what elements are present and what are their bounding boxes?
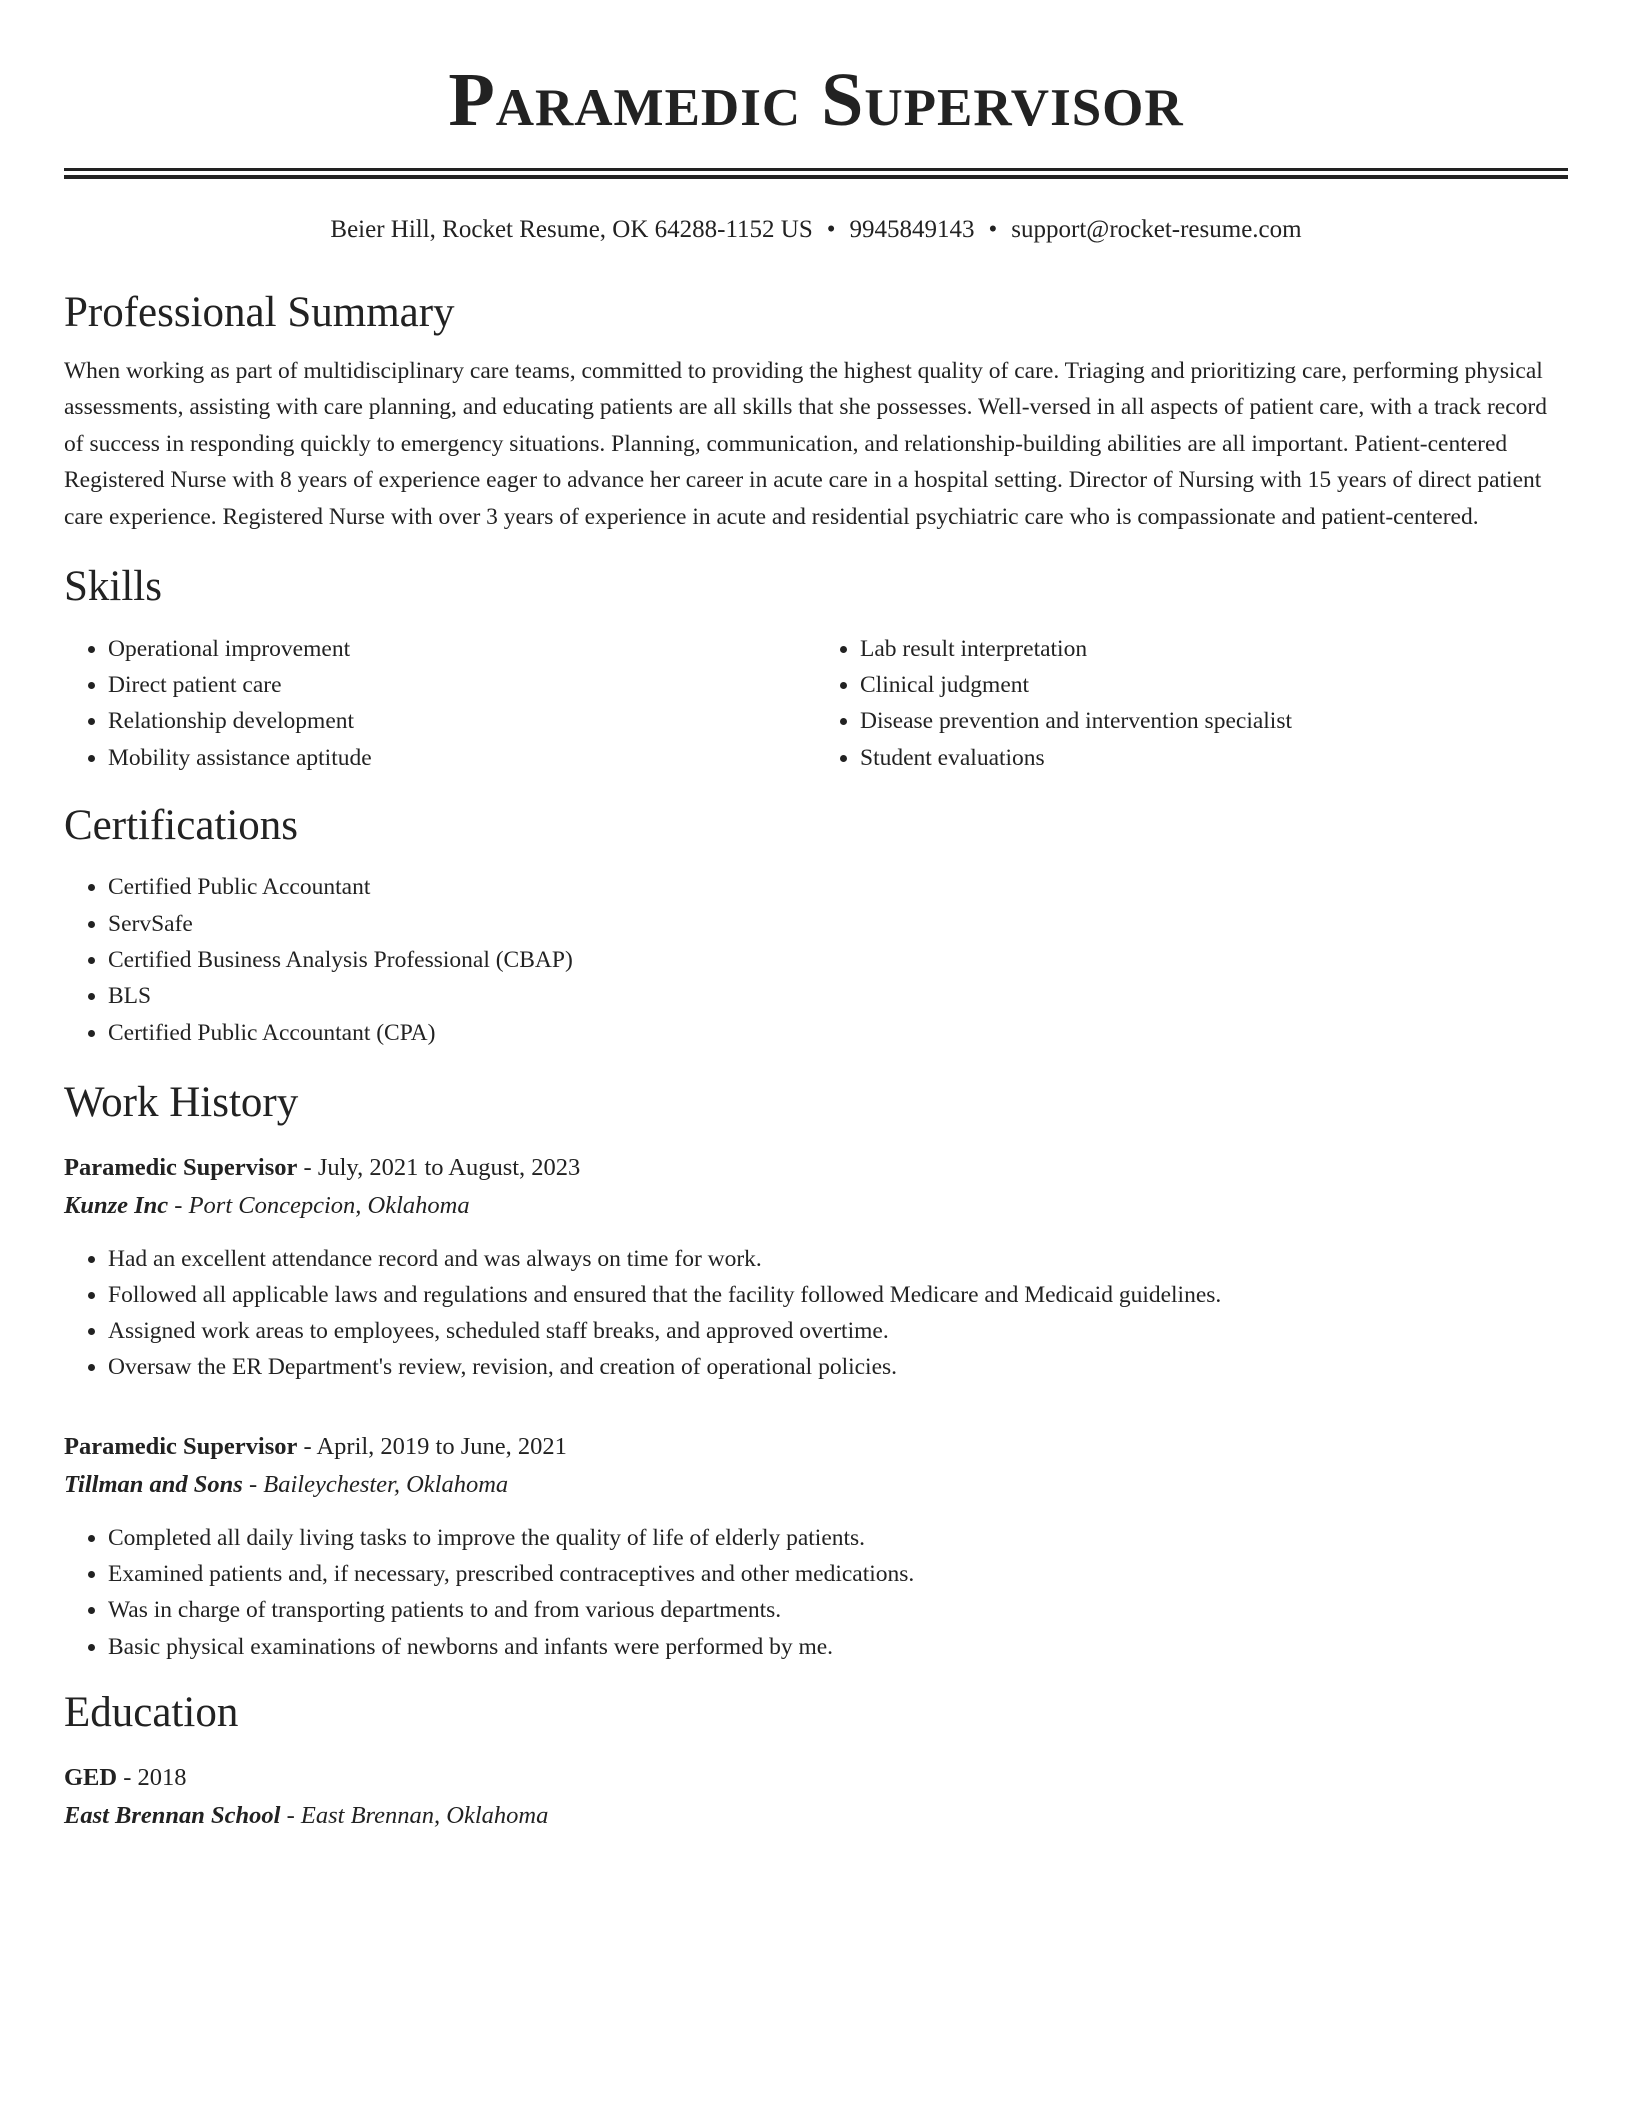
skill-item: • Lab result interpretation: [860, 631, 1568, 667]
skill-item: • Mobility assistance aptitude: [108, 740, 816, 776]
skill-item: • Disease prevention and intervention specialist: [860, 703, 1568, 739]
contact-phone: 9945849143: [849, 216, 975, 243]
education-heading: Education: [64, 1688, 239, 1736]
certification-item: • Certified Public Accountant (CPA): [108, 1015, 1568, 1051]
skills-column-right: [816, 631, 1568, 776]
education-entry: [64, 1759, 1568, 1835]
job-location: - Baileychester, Oklahoma: [242, 1470, 509, 1498]
contact-line: [64, 215, 1568, 245]
job-duty: • Assigned work areas to employees, scheduled staff breaks, and approved overtime.: [108, 1313, 1568, 1349]
contact-separator: •: [826, 216, 836, 243]
job-role: Paramedic Supervisor: [64, 1153, 298, 1181]
certifications-heading: Certifications: [64, 801, 299, 849]
job-title-line: [64, 1428, 1568, 1466]
job-title-line: [64, 1149, 1568, 1187]
skill-item: • Student evaluations: [860, 740, 1568, 776]
job-duty: • Was in charge of transporting patients to and from various departments.: [108, 1592, 1568, 1628]
job-duty: • Basic physical examinations of newborns and infants were performed by me.: [108, 1629, 1568, 1665]
certification-item: • BLS: [108, 978, 1568, 1014]
job-location: - Port Concepcion, Oklahoma: [168, 1191, 470, 1219]
job-duty: • Followed all applicable laws and regulations and ensured that the facility followed Medicare and Medicaid guidelines.: [108, 1277, 1568, 1313]
contact-email: support@rocket-resume.com: [1011, 216, 1302, 243]
work-history-heading: Work History: [64, 1078, 299, 1126]
job-duty: • Had an excellent attendance record and was always on time for work.: [108, 1241, 1568, 1277]
job-duty: • Examined patients and, if necessary, prescribed contraceptives and other medications.: [108, 1556, 1568, 1592]
school-line: [64, 1797, 1568, 1835]
job-duties: [64, 1520, 1568, 1665]
candidate-name: Paramedic Supervisor: [448, 58, 1184, 142]
job-role: Paramedic Supervisor: [64, 1432, 298, 1460]
skill-item: • Direct patient care: [108, 667, 816, 703]
certification-item: • Certified Business Analysis Professional (CBAP): [108, 942, 1568, 978]
job-company: Tillman and Sons: [64, 1470, 243, 1498]
contact-separator: •: [988, 216, 998, 243]
job-duty: • Completed all daily living tasks to improve the quality of life of elderly patients.: [108, 1520, 1568, 1556]
skill-item: • Operational improvement: [108, 631, 816, 667]
summary-text: When working as part of multidisciplinary care teams, committed to providing the highest quality of care. Triaging and prioritizing care, performing physical assessments, assisting with care planning, and educating patients are all skills that she possesses. Well-versed in all aspects of patient care, with a track record of success in responding quickly to emergency situations. Planning, communication, and relationship-building abilities are all important. Patient-centered Registered Nurse with 8 years of experience eager to advance her career in acute care in a hospital setting. Director of Nursing with 15 years of direct patient care experience. Registered Nurse with over 3 years of experience in acute and residential psychiatric care who is compassionate and patient-centered.: [64, 357, 1547, 530]
job-duties: [64, 1241, 1568, 1386]
school-location: - East Brennan, Oklahoma: [280, 1801, 549, 1829]
contact-address: Beier Hill, Rocket Resume, OK 64288-1152 US: [330, 216, 813, 243]
job-duty: • Oversaw the ER Department's review, revision, and creation of operational policies.: [108, 1349, 1568, 1385]
certifications-list: [64, 869, 1568, 1050]
skills-heading: Skills: [64, 563, 162, 611]
certification-item: • Certified Public Accountant: [108, 869, 1568, 905]
degree-line: [64, 1759, 1568, 1797]
job-company: Kunze Inc: [64, 1191, 169, 1219]
skills-column-left: [64, 631, 816, 776]
skills-list: [64, 631, 1568, 776]
certification-item: • ServSafe: [108, 906, 1568, 942]
graduation-year: - 2018: [117, 1763, 187, 1791]
header-divider: [64, 168, 1568, 179]
summary-heading: Professional Summary: [64, 289, 455, 336]
skill-item: • Clinical judgment: [860, 667, 1568, 703]
job-dates: - July, 2021 to August, 2023: [297, 1153, 581, 1181]
school-name: East Brennan School: [64, 1801, 281, 1829]
job-entry: [64, 1428, 1568, 1665]
job-dates: - April, 2019 to June, 2021: [297, 1432, 567, 1460]
job-employer-line: [64, 1187, 1568, 1225]
job-employer-line: [64, 1466, 1568, 1504]
degree: GED: [64, 1763, 118, 1791]
job-entry: [64, 1149, 1568, 1386]
skill-item: • Relationship development: [108, 703, 816, 739]
